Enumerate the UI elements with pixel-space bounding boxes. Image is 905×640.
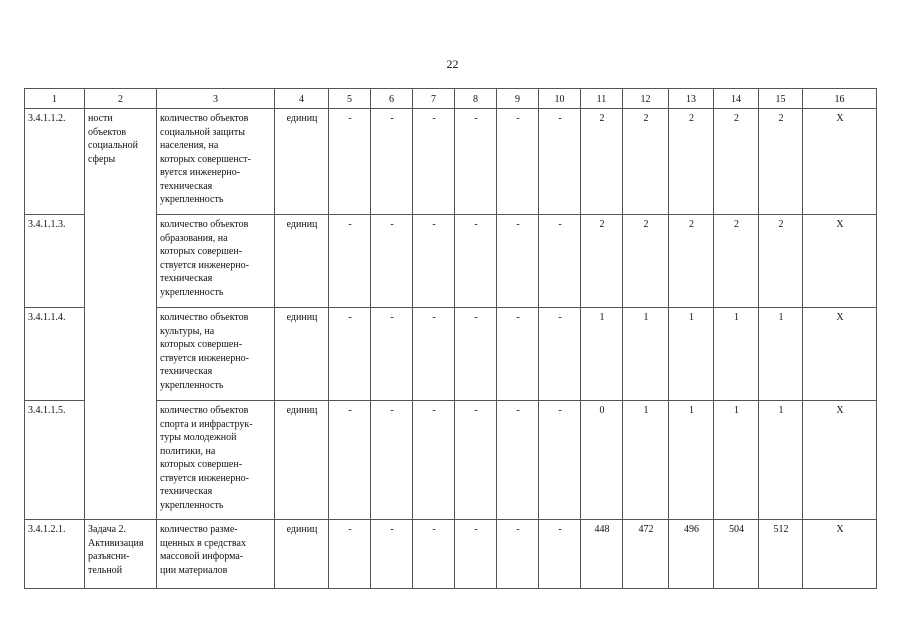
value-cell: 1 [759, 308, 803, 401]
value-cell: X [803, 109, 877, 215]
value-cell: - [371, 109, 413, 215]
header-cell: 13 [669, 89, 714, 109]
value-cell: 1 [581, 308, 623, 401]
value-cell: 1 [759, 401, 803, 520]
value-cell: - [455, 215, 497, 308]
value-cell: - [413, 308, 455, 401]
header-cell: 16 [803, 89, 877, 109]
value-cell: - [329, 308, 371, 401]
indicator-cell: количество объектов спорта и инфраструк- туры молодежной политики, на которых совершен- ствуется инженерно- техническая укрепленность [157, 401, 275, 520]
value-cell: X [803, 215, 877, 308]
value-cell: 496 [669, 520, 714, 589]
header-cell: 6 [371, 89, 413, 109]
value-cell: - [455, 401, 497, 520]
unit-cell: единиц [275, 109, 329, 215]
value-cell: - [539, 401, 581, 520]
value-cell: - [413, 215, 455, 308]
header-cell: 9 [497, 89, 539, 109]
indicator-cell: количество разме- щенных в средствах массовой информа- ции материалов [157, 520, 275, 589]
value-cell: - [497, 401, 539, 520]
value-cell: 504 [714, 520, 759, 589]
value-cell: - [329, 520, 371, 589]
value-cell: - [413, 401, 455, 520]
header-cell: 3 [157, 89, 275, 109]
value-cell: 448 [581, 520, 623, 589]
indicator-cell: количество объектов социальной защиты населения, на которых совершенст- вуется инженерно- техническая укрепленность [157, 109, 275, 215]
value-cell: 2 [714, 109, 759, 215]
value-cell: - [497, 109, 539, 215]
row-code: 3.4.1.1.2. [25, 109, 85, 215]
value-cell: - [413, 109, 455, 215]
value-cell: - [539, 215, 581, 308]
table-row [25, 520, 877, 589]
value-cell: - [497, 520, 539, 589]
value-cell: - [497, 308, 539, 401]
value-cell: - [371, 401, 413, 520]
value-cell: 2 [623, 215, 669, 308]
value-cell: 2 [581, 215, 623, 308]
value-cell: 0 [581, 401, 623, 520]
value-cell: - [371, 215, 413, 308]
value-cell: - [371, 520, 413, 589]
unit-cell: единиц [275, 215, 329, 308]
value-cell: 2 [669, 215, 714, 308]
header-cell: 10 [539, 89, 581, 109]
header-cell: 2 [85, 89, 157, 109]
value-cell: - [455, 520, 497, 589]
value-cell: 1 [714, 308, 759, 401]
value-cell: 2 [623, 109, 669, 215]
value-cell: 472 [623, 520, 669, 589]
value-cell: 2 [759, 215, 803, 308]
task-cell: Задача 2. Активизация разъясни- тельной [85, 520, 157, 589]
value-cell: X [803, 401, 877, 520]
header-cell: 1 [25, 89, 85, 109]
value-cell: X [803, 308, 877, 401]
row-code: 3.4.1.1.5. [25, 401, 85, 520]
value-cell: 1 [623, 401, 669, 520]
task-cell: ности объектов социальной сферы [85, 109, 157, 520]
header-cell: 8 [455, 89, 497, 109]
page-number: 22 [446, 57, 459, 71]
header-row [25, 89, 877, 109]
value-cell: - [329, 401, 371, 520]
table-row [25, 109, 877, 215]
row-code: 3.4.1.2.1. [25, 520, 85, 589]
header-cell: 12 [623, 89, 669, 109]
value-cell: 1 [669, 401, 714, 520]
value-cell: - [455, 109, 497, 215]
value-cell: X [803, 520, 877, 589]
header-cell: 7 [413, 89, 455, 109]
unit-cell: единиц [275, 520, 329, 589]
header-cell: 5 [329, 89, 371, 109]
indicators-table [24, 88, 877, 589]
value-cell: 2 [714, 215, 759, 308]
row-code: 3.4.1.1.3. [25, 215, 85, 308]
header-cell: 15 [759, 89, 803, 109]
row-code: 3.4.1.1.4. [25, 308, 85, 401]
value-cell: - [455, 308, 497, 401]
indicator-cell: количество объектов образования, на которых совершен- ствуется инженерно- техническая укрепленность [157, 215, 275, 308]
value-cell: - [539, 109, 581, 215]
unit-cell: единиц [275, 401, 329, 520]
value-cell: 1 [714, 401, 759, 520]
value-cell: 1 [623, 308, 669, 401]
value-cell: 1 [669, 308, 714, 401]
value-cell: - [329, 215, 371, 308]
value-cell: 512 [759, 520, 803, 589]
value-cell: 2 [669, 109, 714, 215]
value-cell: - [413, 520, 455, 589]
value-cell: 2 [759, 109, 803, 215]
header-cell: 4 [275, 89, 329, 109]
indicator-cell: количество объектов культуры, на которых совершен- ствуется инженерно- техническая укрепленность [157, 308, 275, 401]
value-cell: 2 [581, 109, 623, 215]
value-cell: - [539, 308, 581, 401]
header-cell: 14 [714, 89, 759, 109]
header-cell: 11 [581, 89, 623, 109]
value-cell: - [539, 520, 581, 589]
value-cell: - [497, 215, 539, 308]
value-cell: - [371, 308, 413, 401]
unit-cell: единиц [275, 308, 329, 401]
value-cell: - [329, 109, 371, 215]
